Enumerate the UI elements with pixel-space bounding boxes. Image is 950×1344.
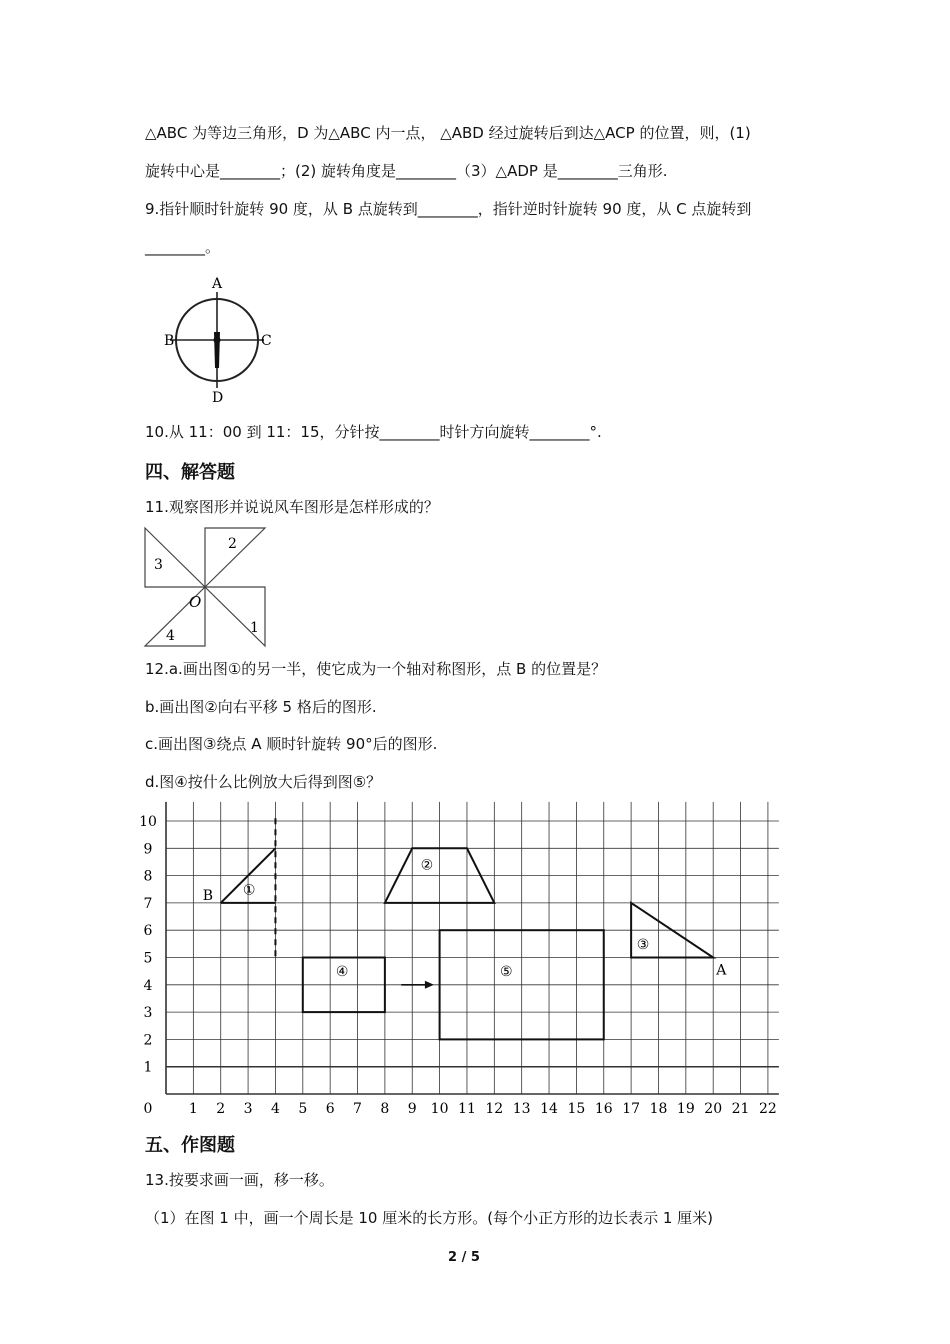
- point-b-label: B: [202, 887, 214, 904]
- x-tick-label: 13: [512, 1101, 531, 1117]
- windmill-label-o: O: [189, 593, 202, 611]
- shape3-label: ③: [636, 936, 650, 953]
- q11-text: 11.观察图形并说说风车图形是怎样形成的？: [145, 498, 439, 516]
- windmill-label-3: 3: [154, 557, 163, 573]
- shape1-label: ①: [242, 882, 256, 899]
- windmill-label-4: 4: [166, 628, 175, 644]
- x-tick-label: 0: [143, 1101, 153, 1117]
- shape5-label: ⑤: [500, 964, 513, 981]
- y-tick-label: 1: [143, 1059, 153, 1076]
- x-tick-label: 18: [649, 1101, 668, 1117]
- x-tick-label: 1: [188, 1101, 198, 1117]
- page-number: 2 / 5: [448, 1250, 480, 1265]
- dial-label-d: D: [212, 390, 224, 406]
- x-tick-label: 7: [353, 1101, 362, 1117]
- x-tick-label: 8: [380, 1101, 390, 1117]
- y-tick-label: 4: [143, 977, 153, 994]
- x-tick-label: 16: [594, 1101, 613, 1117]
- x-tick-label: 12: [485, 1101, 504, 1117]
- dial-label-a: A: [212, 276, 223, 292]
- y-tick-label: 6: [143, 923, 153, 940]
- q8-line2: 旋转中心是________；(2) 旋转角度是________（3）△ADP 是________三角形.: [145, 162, 668, 180]
- q13-text: 13.按要求画一画，移一移。: [145, 1171, 334, 1189]
- q12-part-d: d.图④按什么比例放大后得到图⑤？: [145, 773, 382, 791]
- y-tick-label: 10: [139, 814, 157, 830]
- x-tick-label: 5: [298, 1101, 308, 1117]
- x-tick-label: 19: [676, 1101, 695, 1117]
- x-tick-label: 11: [458, 1101, 476, 1117]
- dial-label-c: C: [261, 333, 272, 349]
- x-tick-label: 21: [731, 1101, 750, 1117]
- q12-part-c: c.画出图③绕点 A 顺时针旋转 90°后的图形.: [145, 735, 438, 753]
- shape4-label: ④: [335, 964, 349, 981]
- y-tick-label: 3: [143, 1005, 153, 1022]
- x-tick-label: 20: [704, 1101, 723, 1117]
- y-tick-label: 9: [143, 841, 153, 858]
- q12-part-a: 12.a.画出图①的另一半，使它成为一个轴对称图形，点 B 的位置是？: [145, 660, 607, 678]
- windmill-label-1: 1: [250, 620, 259, 636]
- shape2-label: ②: [420, 857, 434, 874]
- section5-title: 五、作图题: [145, 1135, 235, 1156]
- x-tick-label: 22: [759, 1101, 777, 1117]
- q9-line1: 9.指针顺时针旋转 90 度，从 B 点旋转到________，指针逆时针旋转 90 度，从 C 点旋转到: [145, 200, 752, 218]
- x-tick-label: 9: [407, 1101, 417, 1117]
- x-tick-label: 15: [567, 1101, 586, 1117]
- x-tick-label: 10: [430, 1101, 449, 1117]
- q12-part-b: b.画出图②向右平移 5 格后的图形.: [145, 698, 377, 716]
- x-tick-label: 4: [270, 1101, 280, 1117]
- x-tick-label: 17: [622, 1101, 641, 1117]
- q8-line1: △ABC 为等边三角形，D 为△ABC 内一点， △ABD 经过旋转后到达△ACP 的位置，则，(1): [145, 124, 751, 142]
- section4-title: 四、解答题: [145, 462, 235, 483]
- enlarge-arrow-head: [425, 981, 434, 989]
- q10-text: 10.从 11：00 到 11：15，分针按________时针方向旋转________°.: [145, 423, 602, 441]
- y-tick-label: 8: [143, 868, 153, 885]
- point-a-label: A: [716, 962, 727, 979]
- y-tick-label: 2: [143, 1032, 153, 1049]
- y-tick-label: 7: [143, 895, 153, 912]
- q9-line2: ________。: [145, 238, 221, 256]
- x-tick-label: 6: [325, 1101, 335, 1117]
- q13-sub1: （1）在图 1 中，画一个周长是 10 厘米的长方形。(每个小正方形的边长表示 1 厘米): [145, 1209, 714, 1227]
- x-tick-label: 3: [243, 1101, 253, 1117]
- x-tick-label: 2: [216, 1101, 226, 1117]
- windmill-label-2: 2: [228, 536, 237, 552]
- y-tick-label: 5: [143, 950, 153, 967]
- dial-label-b: B: [164, 333, 175, 349]
- x-tick-label: 14: [540, 1101, 558, 1117]
